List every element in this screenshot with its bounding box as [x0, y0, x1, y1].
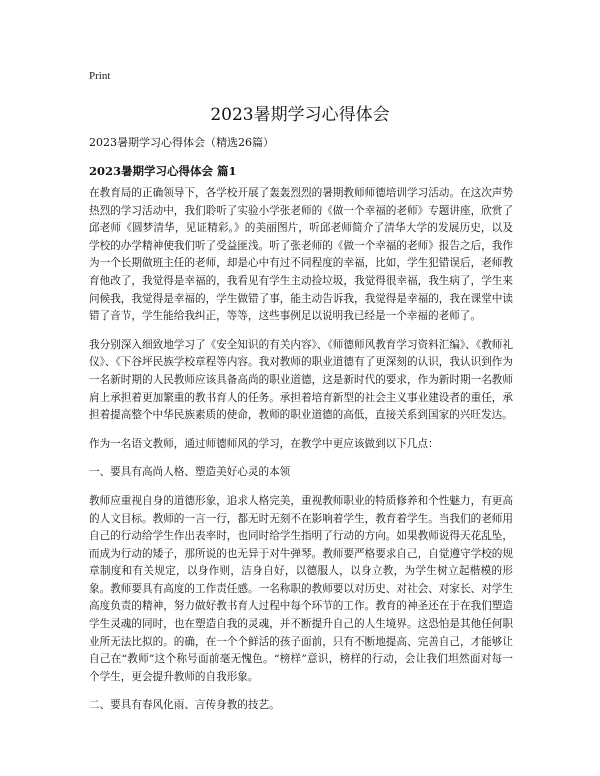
- paragraph: 在教育局的正确领导下，各学校开展了轰轰烈烈的暑期教师师德培训学习活动。在这次声势热烈的学习活动中，我们聆听了实验小学张老师的《做一个幸福的老师》专题讲座，欣赏了邱老师《圆梦清华，见证精彩。》的美丽图片，听邱老师简介了清华大学的发展历史，以及学校的办学精神使我们听了受益匪浅。听了张老师的《做一个幸福的老师》报告之后，我作为一个长期做班主任的老师，却是心中有过不同程度的幸福，比如，学生犯错误后，老师教育他改了，我觉得是幸福的，我看见有学生主动捡垃圾，我觉得很幸福，我生病了，学生来问候我，我觉得是幸福的，学生做错了事，能主动告诉我，我觉得是幸福的，我在课堂中读错了音节，学生能给我纠正，等等，这些事例足以说明我已经是一个幸福的老师了。: [89, 187, 513, 323]
- section-heading: 2023暑期学习心得体会 篇1: [89, 164, 237, 178]
- paragraph: 教师应重视自身的道德形象，追求人格完美，重视教师职业的特质修养和个性魅力，有更高的人文目标。教师的一言一行，都无时无刻不在影响着学生，教育着学生。当我们的老师用自己的行动给学生作出表率时，也同时给学生指明了行动的方向。如果教师说得天花乱坠，而成为行动的矮子，那所说的也无异于对牛弹琴。教师要严格要求自己，自觉遵守学校的规章制度和有关规定，以身作则，洁身自好，以德服人，以身立教，为学生树立起楷模的形象。教师要具有高度的工作责任感。一名称职的教师要以对历史、对社会、对家长、对学生高度负责的精神，努力做好教书育人过程中每个环节的工作。教育的神圣还在于在我们塑造学生灵魂的同时，也在塑造自我的灵魂，并不断提升自己的人生境界。这恐怕是其他任何职业所无法比拟的。的确，在一个个鲜活的孩子面前，只有不断地提高、完善自己，才能够让自己在“教师”这个称号面前毫无愧色。“榜样”意识，榜样的行动，会让我们坦然面对每一个学生，更会提升教师的自我形象。: [89, 494, 513, 683]
- paragraph: 我分别深入细致地学习了《安全知识的有关内容》、《师德师风教育学习资料汇编》、《教师礼仪》、《下谷坪民族学校章程等内容。我对教师的职业道德有了更深刻的认识，我认识到作为一名新时期的人民教师应该具备高尚的职业道德，这是新时代的要求，作为新时期一名教师肩上承担着更加繁重的教书育人的任务。承担着培育新型的社会主义事业建设者的重任，承担着提高整个中华民族素质的使命，教师的职业道德的高低，直接关系到国家的兴旺发达。: [89, 338, 513, 422]
- print-link[interactable]: Print: [89, 70, 111, 82]
- subheading: 二、要具有春风化雨、言传身教的技艺。: [89, 699, 280, 712]
- page-title: 2023暑期学习心得体会: [210, 105, 390, 125]
- subheading: 一、要具有高尚人格、塑造美好心灵的本领: [89, 466, 291, 479]
- paragraph: 作为一名语文教师，通过师德师风的学习，在教学中更应该做到以下几点：: [89, 437, 439, 450]
- document-subtitle: 2023暑期学习心得体会（精选26篇）: [89, 136, 274, 149]
- article-body: [89, 185, 513, 726]
